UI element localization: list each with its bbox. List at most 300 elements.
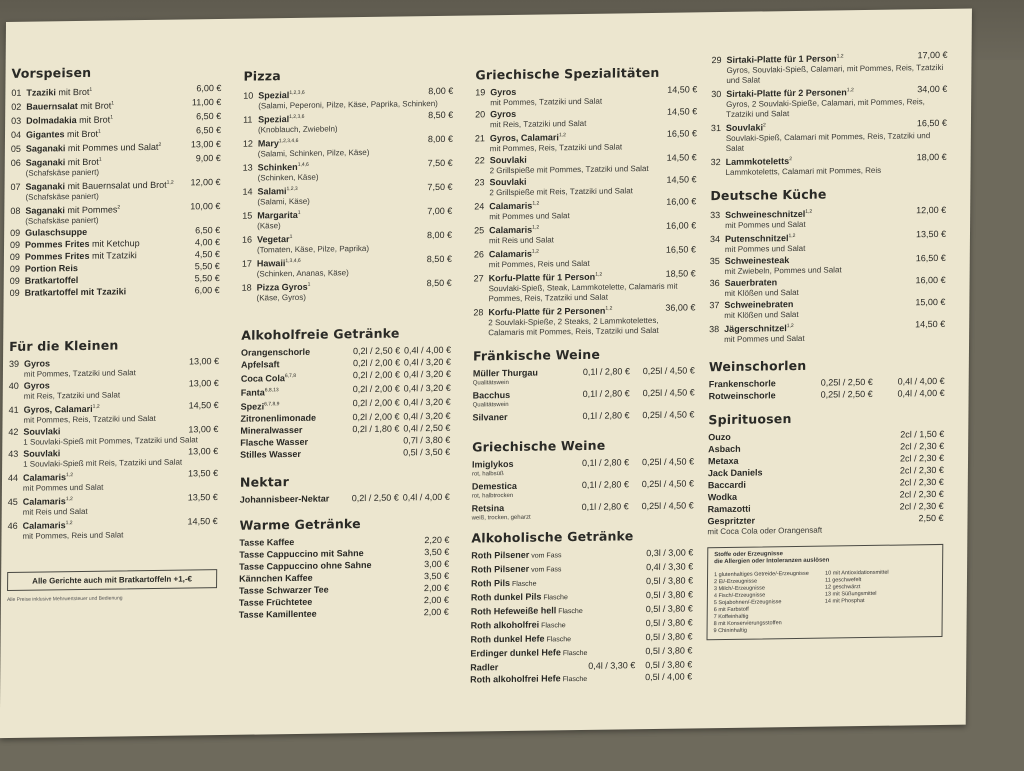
item-name: Souvlaki — [489, 154, 527, 166]
item-name: Schweinesteak — [724, 255, 790, 266]
item-price: 0,4l / 3,20 € — [403, 382, 451, 394]
item-details: mit Pommes, Reis, Tzatziki und Salat — [23, 413, 156, 425]
item-name: Salami — [257, 186, 287, 197]
item-description: mit Tzatziki — [89, 250, 137, 261]
list-vorspeisen — [10, 82, 222, 299]
item-name: Gyros — [23, 380, 50, 391]
allergen-codes: 1 — [289, 234, 293, 241]
item-description: mit Brot — [64, 128, 99, 140]
item-description: mit Brot — [77, 100, 112, 112]
item-details: mit Pommes, Reis und Salat — [488, 258, 590, 270]
item-number: 36 — [709, 278, 720, 289]
item-number: 13 — [242, 162, 253, 173]
item-name: Roth dunkel Pils — [470, 591, 542, 603]
item-price: 2cl / 2,30 € — [899, 452, 945, 464]
item-description: mit Bauernsalat und Brot — [65, 179, 167, 192]
item-details: Flasche — [544, 636, 572, 644]
list-item — [8, 423, 218, 448]
item-number: 24 — [474, 201, 485, 212]
item-price: 16,00 € — [666, 196, 697, 207]
item-price: 8,50 € — [426, 253, 452, 265]
allergen-codes: 1,2 — [65, 520, 73, 527]
allergen-codes: 1,2 — [836, 53, 844, 60]
list-item — [474, 243, 696, 270]
item-number: 35 — [709, 256, 720, 267]
item-price-small: 0,1l / 2,80 € — [582, 410, 630, 421]
item-details: Flasche — [556, 607, 583, 616]
item-price: 0,4l / 3,20 € — [403, 368, 451, 380]
item-number: 07 — [10, 181, 21, 192]
item-name: Calamaris — [22, 472, 67, 483]
allergen-item: 8 mit Konservierungsstoffen — [713, 620, 782, 628]
item-price: 13,00 € — [190, 139, 221, 150]
allergen-codes: 1,2 — [65, 496, 73, 503]
allergen-codes: 1 — [89, 86, 93, 93]
item-price: 0,4l / 3,20 € — [403, 356, 452, 368]
item-name: Souvlaki — [489, 176, 527, 188]
item-price: 3,50 € — [424, 570, 450, 582]
bratkartoffel-note: Alle Gerichte auch mit Bratkartoffeln +1,-€ — [7, 569, 217, 591]
item-details: (Schinken, Käse) — [257, 172, 319, 183]
section-title-pizza: Pizza — [243, 68, 281, 84]
item-number: 19 — [475, 87, 486, 98]
allergen-codes: 1,2 — [532, 200, 540, 207]
item-price: 13,50 € — [915, 228, 947, 240]
item-name: Souvlaki — [23, 448, 61, 459]
item-price: 2cl / 2,30 € — [899, 500, 944, 512]
list-fraenkische-weine — [472, 364, 695, 433]
item-details: 2 Grillspieße mit Pommes, Tzatziki und Salat — [489, 164, 649, 176]
item-name: Retsina — [471, 503, 505, 514]
allergen-codes: 6,7,8 — [284, 372, 297, 380]
allergen-item: 3 Milch/-Erzeugnisse — [713, 585, 766, 593]
list-item — [707, 512, 943, 537]
item-name: Gyros — [490, 108, 517, 120]
item-price: 16,00 € — [666, 220, 697, 231]
item-number: 28 — [473, 307, 484, 318]
item-name: Roth Hefeweiße hell — [470, 605, 557, 617]
item-number: 16 — [242, 234, 253, 245]
item-details: 2 Grillspieße mit Reis, Tzatziki und Salat — [489, 186, 633, 198]
list-kleinen — [7, 355, 219, 542]
item-details: mit Pommes und Salat — [489, 211, 570, 222]
allergen-list-left — [714, 571, 826, 636]
item-number: 02 — [11, 101, 22, 112]
item-price: 8,50 € — [428, 109, 454, 121]
item-details: Flasche — [560, 649, 588, 658]
section-title-alkoholisch: Alkoholische Getränke — [471, 528, 634, 546]
item-name: Margarita — [257, 209, 298, 221]
item-details: 1 Souvlaki-Spieß mit Reis, Tzatziki und Salat — [23, 457, 183, 469]
allergen-codes: 1,2 — [558, 132, 566, 139]
item-number: 15 — [242, 210, 253, 221]
item-price-small: 0,1l / 2,80 € — [582, 388, 630, 399]
item-number: 09 — [9, 263, 20, 274]
allergen-codes: 1,2,3,4,6 — [278, 137, 299, 145]
item-name: Pommes Frites — [25, 238, 90, 250]
item-number: 41 — [8, 404, 19, 415]
list-item — [472, 477, 694, 502]
list-item — [710, 228, 946, 255]
item-price: 0,25l / 4,50 € — [642, 365, 695, 377]
list-item — [709, 318, 945, 345]
allergen-codes: 1,2 — [786, 323, 794, 330]
item-price: 16,50 € — [666, 128, 697, 139]
item-details: Flasche — [539, 622, 566, 630]
item-name: Fanta — [240, 387, 265, 398]
item-details: Gyros, 2 Souvlaki-Spieße, Calamari, mit Pommes, Reis, Tzatziki und Salat — [726, 97, 925, 119]
section-title-griechisch: Griechische Spezialitäten — [475, 64, 660, 83]
list-item — [473, 386, 695, 411]
item-price: 0,25l / 4,50 € — [641, 500, 694, 512]
item-name: Flasche Wasser — [240, 436, 309, 448]
item-number: 03 — [11, 115, 22, 126]
item-price: 0,4l / 4,00 € — [402, 491, 450, 503]
allergen-codes: 2 — [762, 122, 766, 129]
item-name: Gespritzter — [707, 515, 756, 527]
allergen-codes: 1,2 — [788, 232, 796, 240]
item-price: 8,00 € — [427, 133, 453, 145]
item-name: Calamaris — [488, 248, 532, 260]
allergen-item: 2 Ei/-Erzeugnisse — [713, 578, 758, 586]
item-details: Souvlaki-Spieß, Calamari mit Pommes, Reis, Tzatziki und Salat — [725, 131, 931, 153]
item-number: 09 — [9, 275, 20, 286]
item-price: 0,4l / 3,30 € — [646, 561, 694, 573]
allergen-item: 14 mit Phosphat — [824, 598, 865, 605]
list-item — [472, 455, 694, 480]
item-price: 4,50 € — [194, 249, 220, 260]
item-details: mit Pommes und Salat — [724, 243, 806, 254]
allergen-item: 5 Sojabohnen/-Erzeugnisse — [713, 599, 782, 607]
item-details: Qualitätswein — [472, 401, 509, 409]
allergen-item: 7 Koffeinhaltig — [713, 613, 749, 621]
list-item — [473, 301, 695, 338]
item-details: vom Fass — [529, 566, 562, 574]
section-title-warme-getraenke: Warme Getränke — [239, 516, 361, 533]
item-number: 32 — [710, 157, 721, 168]
item-price: 8,00 € — [428, 85, 454, 97]
allergen-item: 10 mit Antioxidationsmittel — [825, 569, 889, 577]
item-price: 6,50 € — [195, 125, 222, 136]
allergen-codes: 1 — [98, 128, 101, 135]
list-item — [243, 85, 453, 112]
list-item — [8, 399, 218, 426]
item-name: Kännchen Kaffee — [239, 572, 313, 584]
item-number: 08 — [10, 205, 21, 216]
item-price: 0,25l / 4,50 € — [641, 456, 695, 468]
item-price: 0,5l / 3,80 € — [645, 645, 693, 657]
item-price: 2cl / 2,30 € — [900, 440, 945, 452]
item-number: 25 — [474, 225, 485, 236]
allergen-codes: 2 — [117, 204, 121, 211]
item-name: Souvlaki — [725, 122, 764, 133]
item-details: (Tomaten, Käse, Pilze, Paprika) — [256, 243, 370, 255]
item-price: 10,00 € — [190, 201, 221, 212]
item-name: Dolmadakia — [26, 115, 77, 126]
item-name: Schweinebraten — [724, 299, 794, 310]
item-number: 04 — [10, 129, 22, 140]
item-name: Frankenschorle — [708, 378, 776, 390]
item-price: 7,50 € — [427, 181, 453, 193]
item-price: 7,50 € — [427, 157, 453, 169]
allergen-codes: 1,2 — [846, 87, 854, 94]
item-name: Tasse Cappuccino mit Sahne — [239, 548, 364, 560]
list-item — [711, 83, 947, 120]
item-name: Ramazotti — [707, 503, 751, 515]
item-number: 27 — [473, 273, 484, 284]
item-price-small: 0,2l / 2,00 € — [352, 383, 400, 395]
allergen-codes: 1,2,3,6 — [289, 89, 305, 97]
allergen-legend — [706, 544, 943, 640]
item-name: Silvaner — [472, 412, 508, 423]
item-description: mit Ketchup — [89, 238, 140, 249]
item-number: 42 — [8, 426, 19, 437]
allergen-codes: 1,2 — [595, 271, 603, 278]
allergen-list-right — [825, 569, 937, 634]
item-price: 2,50 € — [918, 512, 944, 524]
item-number: 18 — [241, 282, 252, 293]
item-name: Schinken — [257, 161, 298, 173]
item-price-small: 0,4l / 3,30 € — [588, 660, 636, 671]
item-price-small: 0,2l / 1,80 € — [352, 423, 400, 435]
item-price: 0,25l / 4,50 € — [641, 478, 694, 490]
allergen-codes: 6,8,13 — [264, 387, 279, 394]
section-title-kleinen: Für die Kleinen — [9, 337, 119, 354]
item-details: mit Klößen und Salat — [724, 287, 799, 298]
item-details: (Salami, Schinken, Pilze, Käse) — [257, 147, 370, 159]
item-name: Mary — [257, 138, 279, 149]
item-number: 26 — [473, 249, 484, 260]
item-name: Demestica — [471, 480, 517, 492]
item-number: 40 — [8, 380, 19, 391]
item-price: 13,00 € — [188, 378, 219, 389]
item-price: 0,5l / 3,80 € — [645, 659, 693, 671]
section-title-weinschorlen: Weinschorlen — [708, 357, 807, 375]
item-name: Gyros — [23, 358, 51, 369]
item-description: mit Brot — [76, 114, 111, 126]
item-name: Korfu-Platte für 2 Personen — [488, 305, 606, 318]
item-price: 14,50 € — [188, 400, 219, 411]
item-details: mit Reis und Salat — [488, 235, 554, 246]
item-price: 16,50 € — [915, 252, 946, 264]
item-name: Gyros, Calamari — [23, 403, 93, 415]
item-details: mit Coca Cola oder Orangensaft — [707, 525, 823, 537]
item-price: 14,50 € — [666, 174, 697, 185]
list-item — [10, 200, 220, 227]
item-name: Calamaris — [22, 496, 66, 507]
list-item — [711, 117, 947, 154]
list-item — [242, 253, 452, 280]
item-details: (Salami, Käse) — [257, 196, 310, 207]
item-price-small: 0,2l / 2,50 € — [353, 345, 401, 357]
item-price: 6,50 € — [196, 110, 222, 122]
item-price: 0,7l / 3,80 € — [403, 434, 451, 446]
item-price-small: 0,25l / 2,50 € — [820, 388, 873, 400]
list-item — [239, 606, 449, 621]
item-number: 21 — [474, 133, 485, 144]
item-description: mit Pommes und Salat — [65, 141, 159, 154]
item-name: Hawaii — [256, 258, 286, 269]
item-price: 13,50 € — [187, 468, 219, 479]
item-name: Tzaziki — [26, 87, 56, 98]
allergen-codes: 1,2 — [805, 208, 813, 215]
item-name: Gulaschsuppe — [25, 226, 88, 238]
item-price: 34,00 € — [917, 83, 948, 95]
item-price: 2,00 € — [423, 594, 449, 606]
item-name: Bratkartoffel — [24, 274, 79, 286]
list-griechische-weine — [472, 455, 695, 524]
item-number: 31 — [710, 123, 722, 134]
list-item — [711, 151, 947, 178]
allergen-item: 9 Chininhaltig — [713, 627, 747, 635]
item-price: 6,50 € — [195, 225, 221, 236]
item-price: 13,00 € — [188, 356, 220, 367]
item-price: 0,5l / 3,80 € — [645, 589, 693, 601]
item-name: Tasse Schwarzer Tee — [238, 584, 329, 596]
item-name: Saganaki — [25, 157, 66, 168]
list-item — [711, 49, 947, 86]
item-price: 0,4l / 4,00 € — [897, 375, 945, 387]
item-number: 05 — [10, 143, 21, 154]
item-name: Calamaris — [489, 200, 533, 212]
list-alkoholfrei — [240, 344, 451, 461]
item-name: Gyros — [490, 86, 517, 98]
item-price: 13,50 € — [187, 492, 218, 503]
item-name: Saganaki — [25, 143, 66, 154]
allergen-codes: 6,7,8,9 — [264, 401, 280, 408]
item-price: 0,4l / 2,50 € — [403, 422, 451, 434]
item-price: 18,00 € — [916, 151, 947, 163]
item-price-small: 0,2l / 2,00 € — [352, 397, 400, 409]
item-price: 17,00 € — [917, 49, 948, 61]
item-price: 9,00 € — [195, 153, 221, 164]
allergen-item: 1 glutenhaltiges Getreide/-Erzeugnisse — [714, 570, 809, 579]
allergen-codes: 1 — [111, 100, 115, 107]
list-item — [7, 515, 217, 542]
item-name: Roth Pilsener — [471, 563, 530, 575]
item-name: Spezi — [240, 401, 265, 412]
item-name: Sauerbraten — [724, 277, 778, 288]
item-price: 0,3l / 3,00 € — [646, 547, 694, 559]
item-details: rot, halbtrocken — [471, 492, 514, 500]
item-name: Apfelsaft — [240, 359, 280, 370]
list-item — [243, 133, 453, 160]
item-name: Vegetar — [257, 234, 290, 245]
item-price: 0,4l / 3,20 € — [403, 396, 451, 408]
item-price: 13,00 € — [188, 424, 219, 435]
item-price: 6,00 € — [196, 82, 222, 94]
list-item — [474, 219, 696, 246]
section-title-griechische-weine: Griechische Weine — [472, 437, 606, 455]
item-price: 6,00 € — [194, 285, 220, 296]
item-name: Bauernsalat — [26, 100, 78, 112]
list-item — [242, 229, 452, 256]
item-price-small: 0,2l / 2,50 € — [351, 492, 399, 504]
item-name: Sirtaki-Platte für 2 Personen — [726, 87, 847, 99]
list-item — [242, 205, 452, 232]
item-name: Wodka — [707, 491, 738, 503]
item-name: Baccardi — [707, 479, 746, 491]
item-number: 09 — [9, 251, 21, 262]
allergen-item: 6 mit Farbstoff — [713, 606, 749, 614]
list-item — [243, 109, 453, 136]
item-details: mit Pommes, Tzatziki und Salat — [23, 368, 136, 379]
item-price: 0,4l / 4,00 € — [403, 344, 452, 356]
item-number: 09 — [10, 239, 21, 250]
list-item — [11, 152, 221, 179]
item-price: 0,4l / 4,00 € — [897, 387, 945, 399]
item-name: Portion Reis — [24, 263, 78, 274]
item-number: 01 — [11, 87, 22, 98]
item-number: 29 — [711, 55, 722, 66]
item-name: Spezial — [258, 114, 290, 125]
list-item — [474, 173, 696, 198]
item-name: Calamaris — [489, 224, 533, 236]
allergen-codes: 1,3,4,6 — [285, 257, 301, 265]
list-item — [9, 355, 219, 380]
item-price: 8,50 € — [426, 277, 452, 289]
allergen-item: 13 mit Süßungsmittel — [824, 590, 877, 598]
allergen-heading-2: die Allergien oder Intoleranzen auslösen — [714, 557, 830, 566]
item-name: Roth dunkel Hefe — [470, 633, 545, 645]
item-name: Calamaris — [22, 520, 66, 531]
item-details: (Schinken, Ananas, Käse) — [256, 268, 349, 279]
list-item — [474, 195, 696, 222]
item-name: Bacchus — [472, 389, 511, 401]
allergen-codes: 1,2 — [66, 472, 74, 479]
item-price-small: 0,1l / 2,80 € — [582, 457, 630, 468]
item-price-small: 0,2l / 2,00 € — [352, 357, 401, 369]
item-details: 1 Souvlaki-Spieß mit Pommes, Tzatziki und Salat — [23, 435, 198, 447]
item-details: mit Pommes und Salat — [22, 482, 104, 493]
item-details: Flasche — [509, 580, 537, 588]
item-number: 44 — [7, 472, 19, 483]
item-name: Gyros, Calamari — [489, 132, 559, 144]
item-details: (Käse, Gyros) — [256, 292, 306, 303]
item-name: Saganaki — [25, 181, 66, 192]
item-description: mit Pommes — [64, 204, 118, 216]
list-spirituosen — [707, 428, 944, 537]
item-number: 34 — [709, 234, 721, 245]
item-name: Pizza Gyros — [256, 281, 308, 293]
fine-print: Alle Preise inklusive Mehrwertsteuer und Bedienung — [6, 595, 123, 604]
section-title-alkoholfrei: Alkoholfreie Getränke — [241, 325, 400, 343]
item-name: Souvlaki — [23, 426, 61, 437]
allergen-codes: 1,2,3 — [286, 185, 298, 193]
item-price-small: 0,1l / 2,80 € — [582, 366, 630, 377]
list-item — [472, 499, 694, 524]
list-item — [8, 467, 218, 494]
item-price-small: 0,25l / 2,50 € — [820, 376, 873, 388]
item-number: 10 — [243, 90, 254, 101]
item-details: 2 Souvlaki-Spieße, 2 Steaks, 2 Lammkotelettes, Calamaris mit Pommes, Reis, Tzatziki und Salat — [488, 315, 659, 338]
allergen-codes: 1 — [98, 156, 102, 163]
item-name: Jack Daniels — [707, 467, 763, 479]
item-name: Asbach — [708, 443, 741, 455]
item-price: 12,00 € — [190, 177, 221, 188]
list-item — [8, 445, 218, 470]
allergen-codes: 1,2 — [605, 305, 613, 312]
item-price: 14,50 € — [667, 84, 698, 95]
item-price: 2cl / 1,50 € — [900, 428, 945, 440]
allergen-codes: 1,4,6 — [297, 161, 309, 168]
item-details: mit Klößen und Salat — [724, 309, 799, 320]
allergen-codes: 1 — [110, 114, 114, 121]
item-details: (Schafskäse paniert) — [25, 215, 99, 226]
item-number: 37 — [709, 300, 720, 311]
list-item — [9, 377, 219, 402]
item-name: Tasse Kamillentee — [238, 608, 317, 620]
